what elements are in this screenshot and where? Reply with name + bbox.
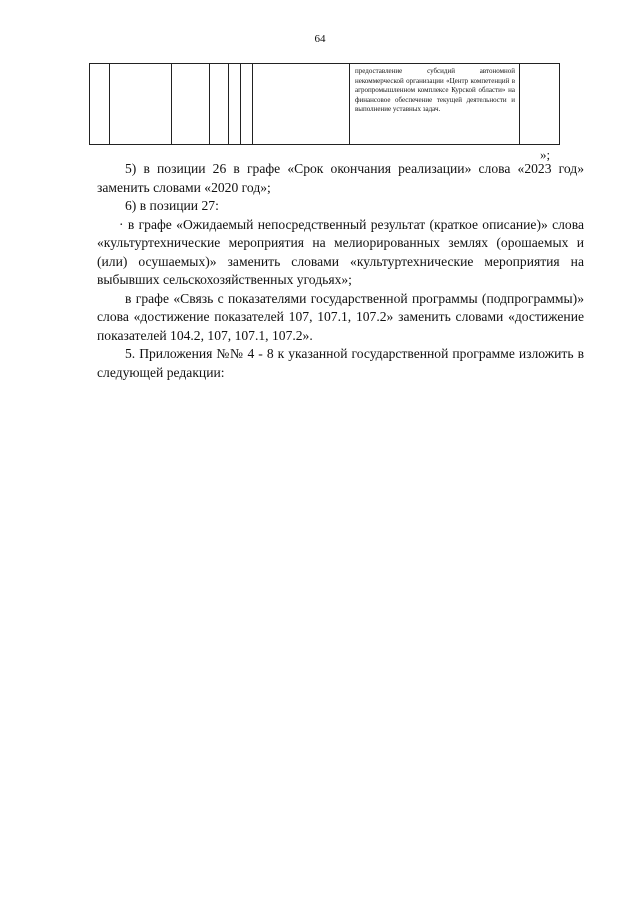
paragraph-appendices: 5. Приложения №№ 4 - 8 к указанной государственной программе изложить в следующей редакции: [97,346,584,380]
table-cell [210,64,229,145]
quote-end: »; [540,147,551,162]
paragraph-6: 6) в позиции 27: [125,198,219,213]
paragraph-5: 5) в позиции 26 в графе «Срок окончания реализации» слова «2023 год» заменить словами «2020 год»; [97,161,584,195]
table-cell-content: предоставление субсидий автономной некоммерческой организации «Центр компетенций в агропромышленном комплексе Курской области» на финансовое обеспечение текущей деятельности и выполнение уставных задач. [355,67,515,114]
table-row [90,64,560,145]
table-cell [253,64,350,145]
table-cell-text [350,64,520,145]
table-cell [520,64,560,145]
table-cell [110,64,172,145]
table-cell [241,64,253,145]
table-cell [229,64,241,145]
page-number: 64 [314,33,326,45]
continued-table-fragment [89,63,560,145]
table-cell [90,64,110,145]
paragraph-6-item-1: · в графе «Ожидаемый непосредственный результат (краткое описание)» слова «культуртехнические мероприятия на мелиорированных землях (орошаемых и (или) осушаемых)» заменить словами «культуртехнические мероприятия на выбывших сельскохозяйственных угодьях»; [97,216,584,287]
document-body [97,160,584,382]
table-cell [172,64,210,145]
paragraph-6-item-2: в графе «Связь с показателями государственной программы (подпрограммы)» слова «достижение показателей 107, 107.1, 107.2» заменить словами «достижение показателей 104.2, 107, 107.1, 107.2». [97,290,584,343]
